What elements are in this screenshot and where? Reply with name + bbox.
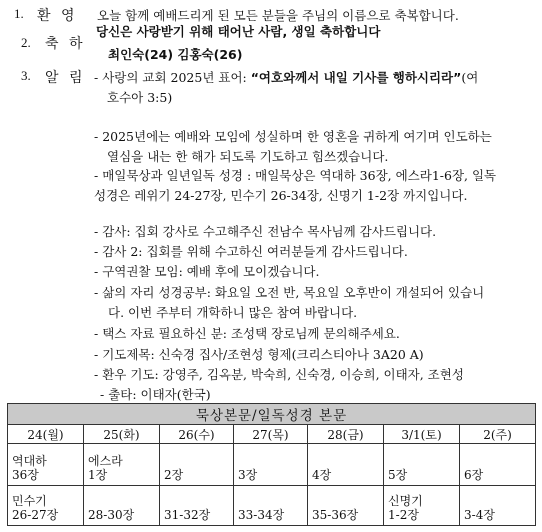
day-header: 2(주) (460, 425, 536, 444)
day-header: 26(수) (160, 425, 234, 444)
cell-book: 에스라 (88, 454, 123, 468)
motto-line (94, 68, 478, 86)
cell-chapter: 5장 (388, 468, 408, 482)
meditation-cell (384, 444, 460, 486)
motto-quote: “여호와께서 내일 기사를 행하시리라” (250, 70, 462, 85)
schedule-title: 묵상본문/일독성경 본문 (8, 404, 536, 425)
reading-cell (234, 486, 308, 526)
meditation-cell (234, 444, 308, 486)
section-title-welcome: 환 영 (37, 8, 78, 24)
section-number-3: 3. (21, 68, 31, 83)
cell-chapter: 33-34장 (238, 508, 285, 522)
cell-chapter: 3장 (238, 468, 258, 482)
meditation-cell (160, 444, 234, 486)
cell-chapter: 28-30장 (88, 508, 135, 522)
announcement-item: - 기도제목: 신숙경 집사/조현성 형제(크리스티아나 3A20 A) (94, 347, 424, 362)
welcome-text: 오늘 함께 예배드리게 된 모든 분들을 주님의 이름으로 축복합니다. (97, 8, 459, 23)
announcement-item-continued: 다. 이번 주부터 개학하니 많은 참여 바랍니다. (108, 305, 358, 320)
birthday-message: 당신은 사랑받기 위해 태어난 사람, 생일 축하합니다 (96, 24, 381, 39)
cell-book: 신명기 (388, 494, 423, 508)
day-header: 25(화) (84, 425, 160, 444)
cell-chapter: 36장 (12, 468, 39, 482)
cell-chapter: 35-36장 (312, 508, 359, 522)
cell-chapter: 1장 (88, 468, 108, 482)
meditation-cell (84, 444, 160, 486)
year-goal-line-1: - 2025년에는 예배와 모임에 성실하며 한 영혼을 귀하게 여기며 인도하는 (94, 129, 492, 144)
motto-reference: 호수아 3:5) (107, 90, 173, 105)
section-number-1: 1. (14, 6, 24, 21)
year-goal-line-2: 열심을 내는 한 해가 되도록 기도하고 힘쓰겠습니다. (107, 149, 389, 164)
bible-reading-line-2: 성경은 레위기 24-27장, 민수기 26-34장, 신명기 1-2장 까지입니다. (94, 188, 468, 203)
cell-book: 민수기 (12, 494, 47, 508)
reading-cell (308, 486, 384, 526)
cell-chapter: 2장 (164, 468, 184, 482)
cell-chapter: 26-27장 (12, 508, 59, 522)
reading-schedule-table (7, 403, 536, 526)
cell-chapter: 3-4장 (464, 508, 495, 522)
cell-chapter: 6장 (464, 468, 484, 482)
day-header: 27(목) (234, 425, 308, 444)
cell-chapter: 1-2장 (388, 508, 419, 522)
announcement-item: - 삶의 자리 성경공부: 화요일 오전 반, 목요일 오후반이 개설되어 있습니 (94, 285, 485, 300)
bible-reading-line-1: - 매일묵상과 일년일독 성경 : 매일묵상은 역대하 36장, 에스라1-6장, 일독 (94, 168, 497, 183)
announcement-item: - 택스 자료 필요하신 분: 조성택 장로님께 문의해주세요. (94, 326, 400, 341)
cell-chapter: 31-32장 (164, 508, 211, 522)
motto-suffix: (여 (461, 70, 479, 85)
meditation-cell (308, 444, 384, 486)
reading-cell (8, 486, 84, 526)
reading-cell (84, 486, 160, 526)
section-title-announcements: 알 림 (45, 70, 86, 86)
cell-chapter: 4장 (312, 468, 332, 482)
announcement-item: - 감사: 집회 강사로 수고해주신 전남수 목사님께 감사드립니다. (94, 224, 437, 239)
announcement-item: - 환우 기도: 강영주, 김옥분, 박숙희, 신숙경, 이승희, 이태자, 조현성 (94, 367, 464, 382)
cell-book: 역대하 (12, 454, 47, 468)
meditation-cell (460, 444, 536, 486)
day-header: 3/1(토) (384, 425, 460, 444)
announcement-item: - 감사 2: 집회를 위해 수고하신 여러분들게 감사드립니다. (94, 244, 408, 259)
motto-prefix: - 사랑의 교회 2025년 표어: (94, 70, 251, 85)
reading-cell (384, 486, 460, 526)
meditation-cell (8, 444, 84, 486)
day-header: 28(금) (308, 425, 384, 444)
section-number-2: 2. (21, 35, 31, 50)
announcement-item: - 구역권찰 모임: 예배 후에 모이겠습니다. (94, 264, 320, 279)
reading-cell (160, 486, 234, 526)
section-title-congrats: 축 하 (45, 36, 86, 52)
reading-cell (460, 486, 536, 526)
day-header: 24(월) (8, 425, 84, 444)
announcement-item: - 출타: 이태자(한국) (100, 387, 211, 402)
birthday-names: 최인숙(24) 김홍숙(26) (108, 47, 243, 62)
